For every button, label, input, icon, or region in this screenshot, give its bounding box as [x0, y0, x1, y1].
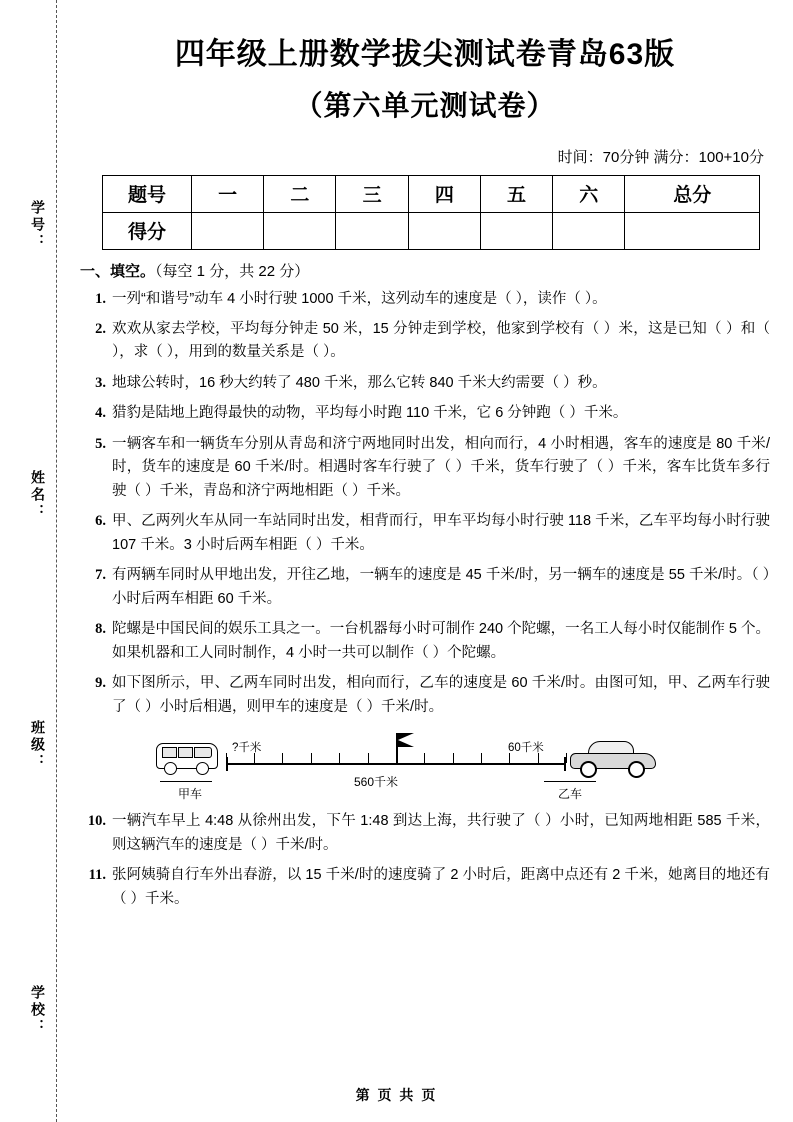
question-number: 2.	[95, 320, 106, 337]
score-table-input-cell[interactable]	[480, 212, 552, 249]
question-number: 11.	[88, 867, 106, 884]
question-number: 7.	[95, 567, 106, 584]
score-table-cell: 总分	[625, 175, 760, 212]
bus-wheel	[164, 762, 177, 775]
score-table-input-cell[interactable]	[264, 212, 336, 249]
question-list	[80, 288, 770, 720]
car-icon	[570, 739, 656, 777]
score-table-input-cell[interactable]	[553, 212, 625, 249]
list-item	[80, 402, 770, 425]
score-table-cell: 题号	[103, 175, 192, 212]
question-number: 9.	[95, 675, 106, 692]
section-heading	[80, 260, 770, 281]
list-item	[80, 318, 770, 365]
score-table-cell: 二	[264, 175, 336, 212]
score-table-cell: 四	[408, 175, 480, 212]
question-text: 甲、乙两列火车从同一车站同时出发，相背而行，甲车平均每小时行驶 118 千米，乙车平均每小时行驶 107 千米。3 小时后两车相距（ ）千米。	[112, 513, 770, 553]
figure-right-vehicle-label: 乙车	[558, 787, 583, 802]
question-text: 地球公转时，16 秒大约转了 480 千米，那么它转 840 千米大约需要（ ）秒。	[112, 374, 607, 391]
bus-window	[178, 747, 193, 758]
list-item	[80, 433, 770, 503]
list-item	[80, 618, 770, 665]
list-item	[80, 810, 770, 857]
side-label-column	[20, 0, 54, 1122]
question-text: 一列“和谐号”动车 4 小时行驶 1000 千米，这列动车的速度是（ ），读作（ ）。	[112, 290, 607, 307]
list-item	[80, 672, 770, 719]
score-table-cell: 得分	[103, 212, 192, 249]
question-text: 一辆客车和一辆货车分别从青岛和济宁两地同时出发，相向而行，4 小时相遇，客车的速度是 80 千米/时，货车的速度是 60 千米/时。相遇时客车行驶了（ ）千米，货车行驶了（ ）千米，客车比货车多行驶（ ）千米，青岛和济宁两地相距（ ）千米。	[112, 435, 770, 499]
question-text: 一辆汽车早上 4:48 从徐州出发，下午 1:48 到达上海，共行驶了（ ）小时，已知两地相距 585 千米，则这辆汽车的速度是（ ）千米/时。	[112, 813, 770, 853]
page-title: 四年级上册数学拔尖测试卷青岛63版	[174, 38, 676, 71]
score-table-value-row	[103, 212, 760, 249]
score-table-input-cell[interactable]	[408, 212, 480, 249]
question-text: 张阿姨骑自行车外出春游，以 15 千米/时的速度骑了 2 小时后，距离中点还有 2 千米，她离目的地还有（ ）千米。	[112, 867, 770, 907]
score-table-cell: 三	[336, 175, 408, 212]
question-text: 如下图所示，甲、乙两车同时出发，相向而行，乙车的速度是 60 千米/时。由图可知，甲、乙两车行驶了（ ）小时后相遇，则甲车的速度是（ ）千米/时。	[112, 675, 770, 715]
question-number: 4.	[95, 405, 106, 422]
side-label-class: 班级：	[30, 720, 46, 771]
margin-dashed-line	[56, 0, 57, 1122]
score-table-input-cell[interactable]	[336, 212, 408, 249]
flag-icon	[398, 733, 414, 747]
page-content	[80, 0, 770, 911]
section-label: 一、填空。	[80, 262, 156, 280]
section-note: （每空 1 分，共 22 分）	[155, 262, 310, 280]
bus-wheel	[196, 762, 209, 775]
question-text: 猎豹是陆地上跑得最快的动物，平均每小时跑 110 千米，它 6 分钟跑（ ）千米。	[112, 405, 628, 422]
side-label-school: 学校：	[30, 985, 46, 1036]
bus-icon	[156, 741, 218, 775]
figure-left-underline	[160, 781, 212, 782]
figure-right-distance-label: 60千米	[508, 742, 544, 755]
bus-window	[194, 747, 212, 758]
page-subtitle: （第六单元测试卷）	[294, 89, 556, 121]
question-text: 有两辆车同时从甲地出发，开往乙地，一辆车的速度是 45 千米/时，另一辆车的速度是 55 千米/时。（ ）小时后两车相距 60 千米。	[112, 567, 770, 607]
question-number: 3.	[95, 374, 106, 391]
figure-left-vehicle-label: 甲车	[178, 787, 203, 802]
score-table-cell: 五	[480, 175, 552, 212]
side-label-student-id: 学号：	[30, 200, 46, 251]
question-number: 10.	[87, 813, 106, 830]
question-number: 8.	[95, 621, 106, 638]
figure-total-distance-label: 560千米	[354, 775, 399, 790]
list-item	[80, 288, 770, 311]
side-label-name: 姓名：	[30, 470, 46, 521]
question-text: 欢欢从家去学校，平均每分钟走 50 米，15 分钟走到学校，他家到学校有（ ）米，这是已知（ ）和（ ），求（ ），用到的数量关系是（ ）。	[112, 320, 770, 361]
list-item	[80, 564, 770, 611]
score-table-cell: 六	[553, 175, 625, 212]
score-table	[102, 175, 760, 250]
list-item	[80, 510, 770, 557]
score-table-cell: 一	[192, 175, 264, 212]
bus-window	[162, 747, 177, 758]
score-table-input-cell[interactable]	[625, 212, 760, 249]
question-number: 6.	[95, 513, 106, 530]
exam-meta-info: 时间：70分钟 满分：100+10分	[557, 148, 764, 166]
car-wheel	[628, 761, 645, 778]
figure-right-underline	[544, 781, 596, 782]
page-footer: 第 页 共 页	[355, 1087, 438, 1103]
score-table-header-row	[103, 175, 760, 212]
score-table-input-cell[interactable]	[192, 212, 264, 249]
car-wheel	[580, 761, 597, 778]
list-item	[80, 864, 770, 911]
question-number: 1.	[95, 290, 106, 307]
figure-left-distance-label: ?千米	[232, 742, 262, 755]
list-item	[80, 372, 770, 395]
question-list-continued	[80, 810, 770, 911]
question-number: 5.	[95, 435, 106, 452]
question-text: 陀螺是中国民间的娱乐工具之一。一台机器每小时可制作 240 个陀螺，一名工人每小时仅能制作 5 个。如果机器和工人同时制作，4 小时一共可以制作（ ）个陀螺。	[112, 621, 770, 661]
meeting-problem-figure	[140, 725, 660, 803]
